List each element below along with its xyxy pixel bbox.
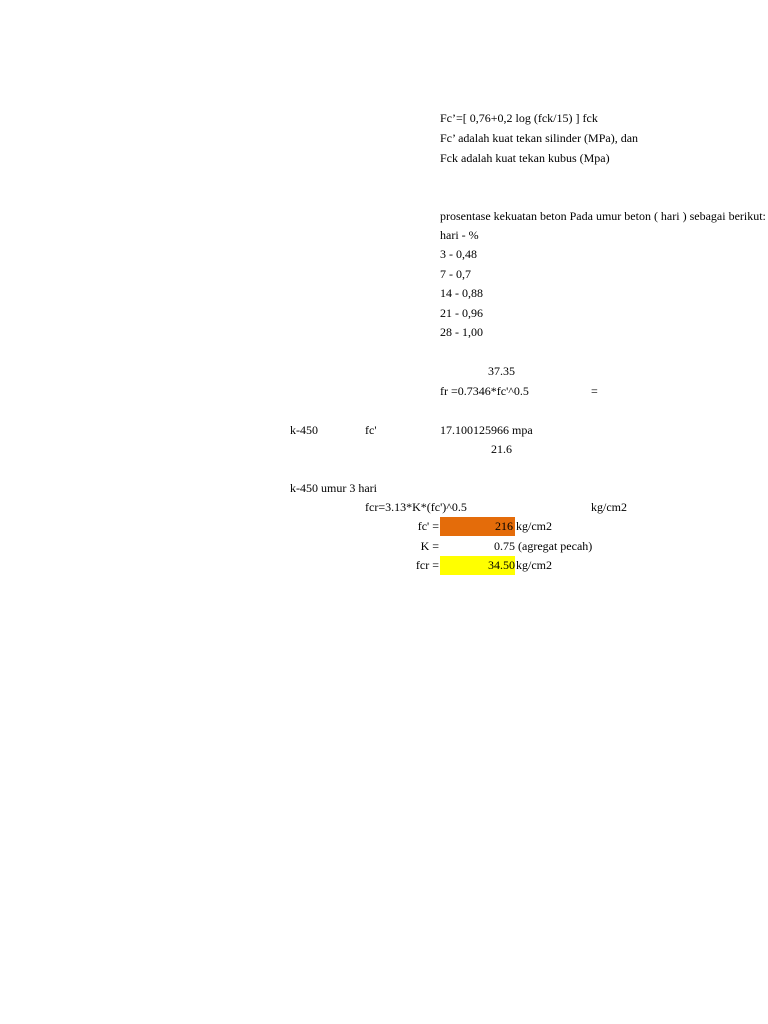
fc-input-unit: kg/cm2 <box>516 519 552 533</box>
k450-3day-title: k-450 umur 3 hari <box>290 481 377 495</box>
formula-text: Fc’=[ 0,76+0,2 log (fck/15) ] fck <box>440 111 598 125</box>
fr-formula: fr =0.7346*fc'^0.5 <box>440 384 529 398</box>
fcr-result-unit: kg/cm2 <box>516 558 552 572</box>
strength-row-21: 21 - 0,96 <box>440 306 483 320</box>
k-label: K = <box>420 539 439 553</box>
strength-table-title: prosentase kekuatan beton Pada umur beton ( hari ) sebagai berikut: <box>440 209 766 223</box>
strength-row-28: 28 - 1,00 <box>440 325 483 339</box>
fcr-formula: fcr=3.13*K*(fc')^0.5 <box>365 500 467 514</box>
fc-description: Fc’ adalah kuat tekan silinder (MPa), dan <box>440 131 639 145</box>
k-value[interactable]: 0.75 <box>494 539 515 553</box>
strength-table-header: hari - % <box>440 228 479 242</box>
k450-fc-value: 17.100125966 mpa <box>440 423 533 437</box>
k450-label: k-450 <box>290 423 318 437</box>
fcr-formula-unit: kg/cm2 <box>591 500 627 514</box>
fcr-result-value: 34.50 <box>488 558 515 572</box>
fr-value-top: 37.35 <box>488 364 515 378</box>
strength-row-14: 14 - 0,88 <box>440 286 483 300</box>
fcr-label: fcr = <box>415 558 439 572</box>
strength-row-3: 3 - 0,48 <box>440 247 477 261</box>
k-note: (agregat pecah) <box>518 539 593 553</box>
k450-value-below: 21.6 <box>491 442 512 456</box>
fck-description: Fck adalah kuat tekan kubus (Mpa) <box>440 151 610 165</box>
k450-fc-label: fc' <box>365 423 377 437</box>
fc-input-value: 216 <box>495 519 513 533</box>
strength-row-7: 7 - 0,7 <box>440 267 471 281</box>
fc-input-label: fc' = <box>417 519 439 533</box>
fr-equals: = <box>591 384 598 398</box>
